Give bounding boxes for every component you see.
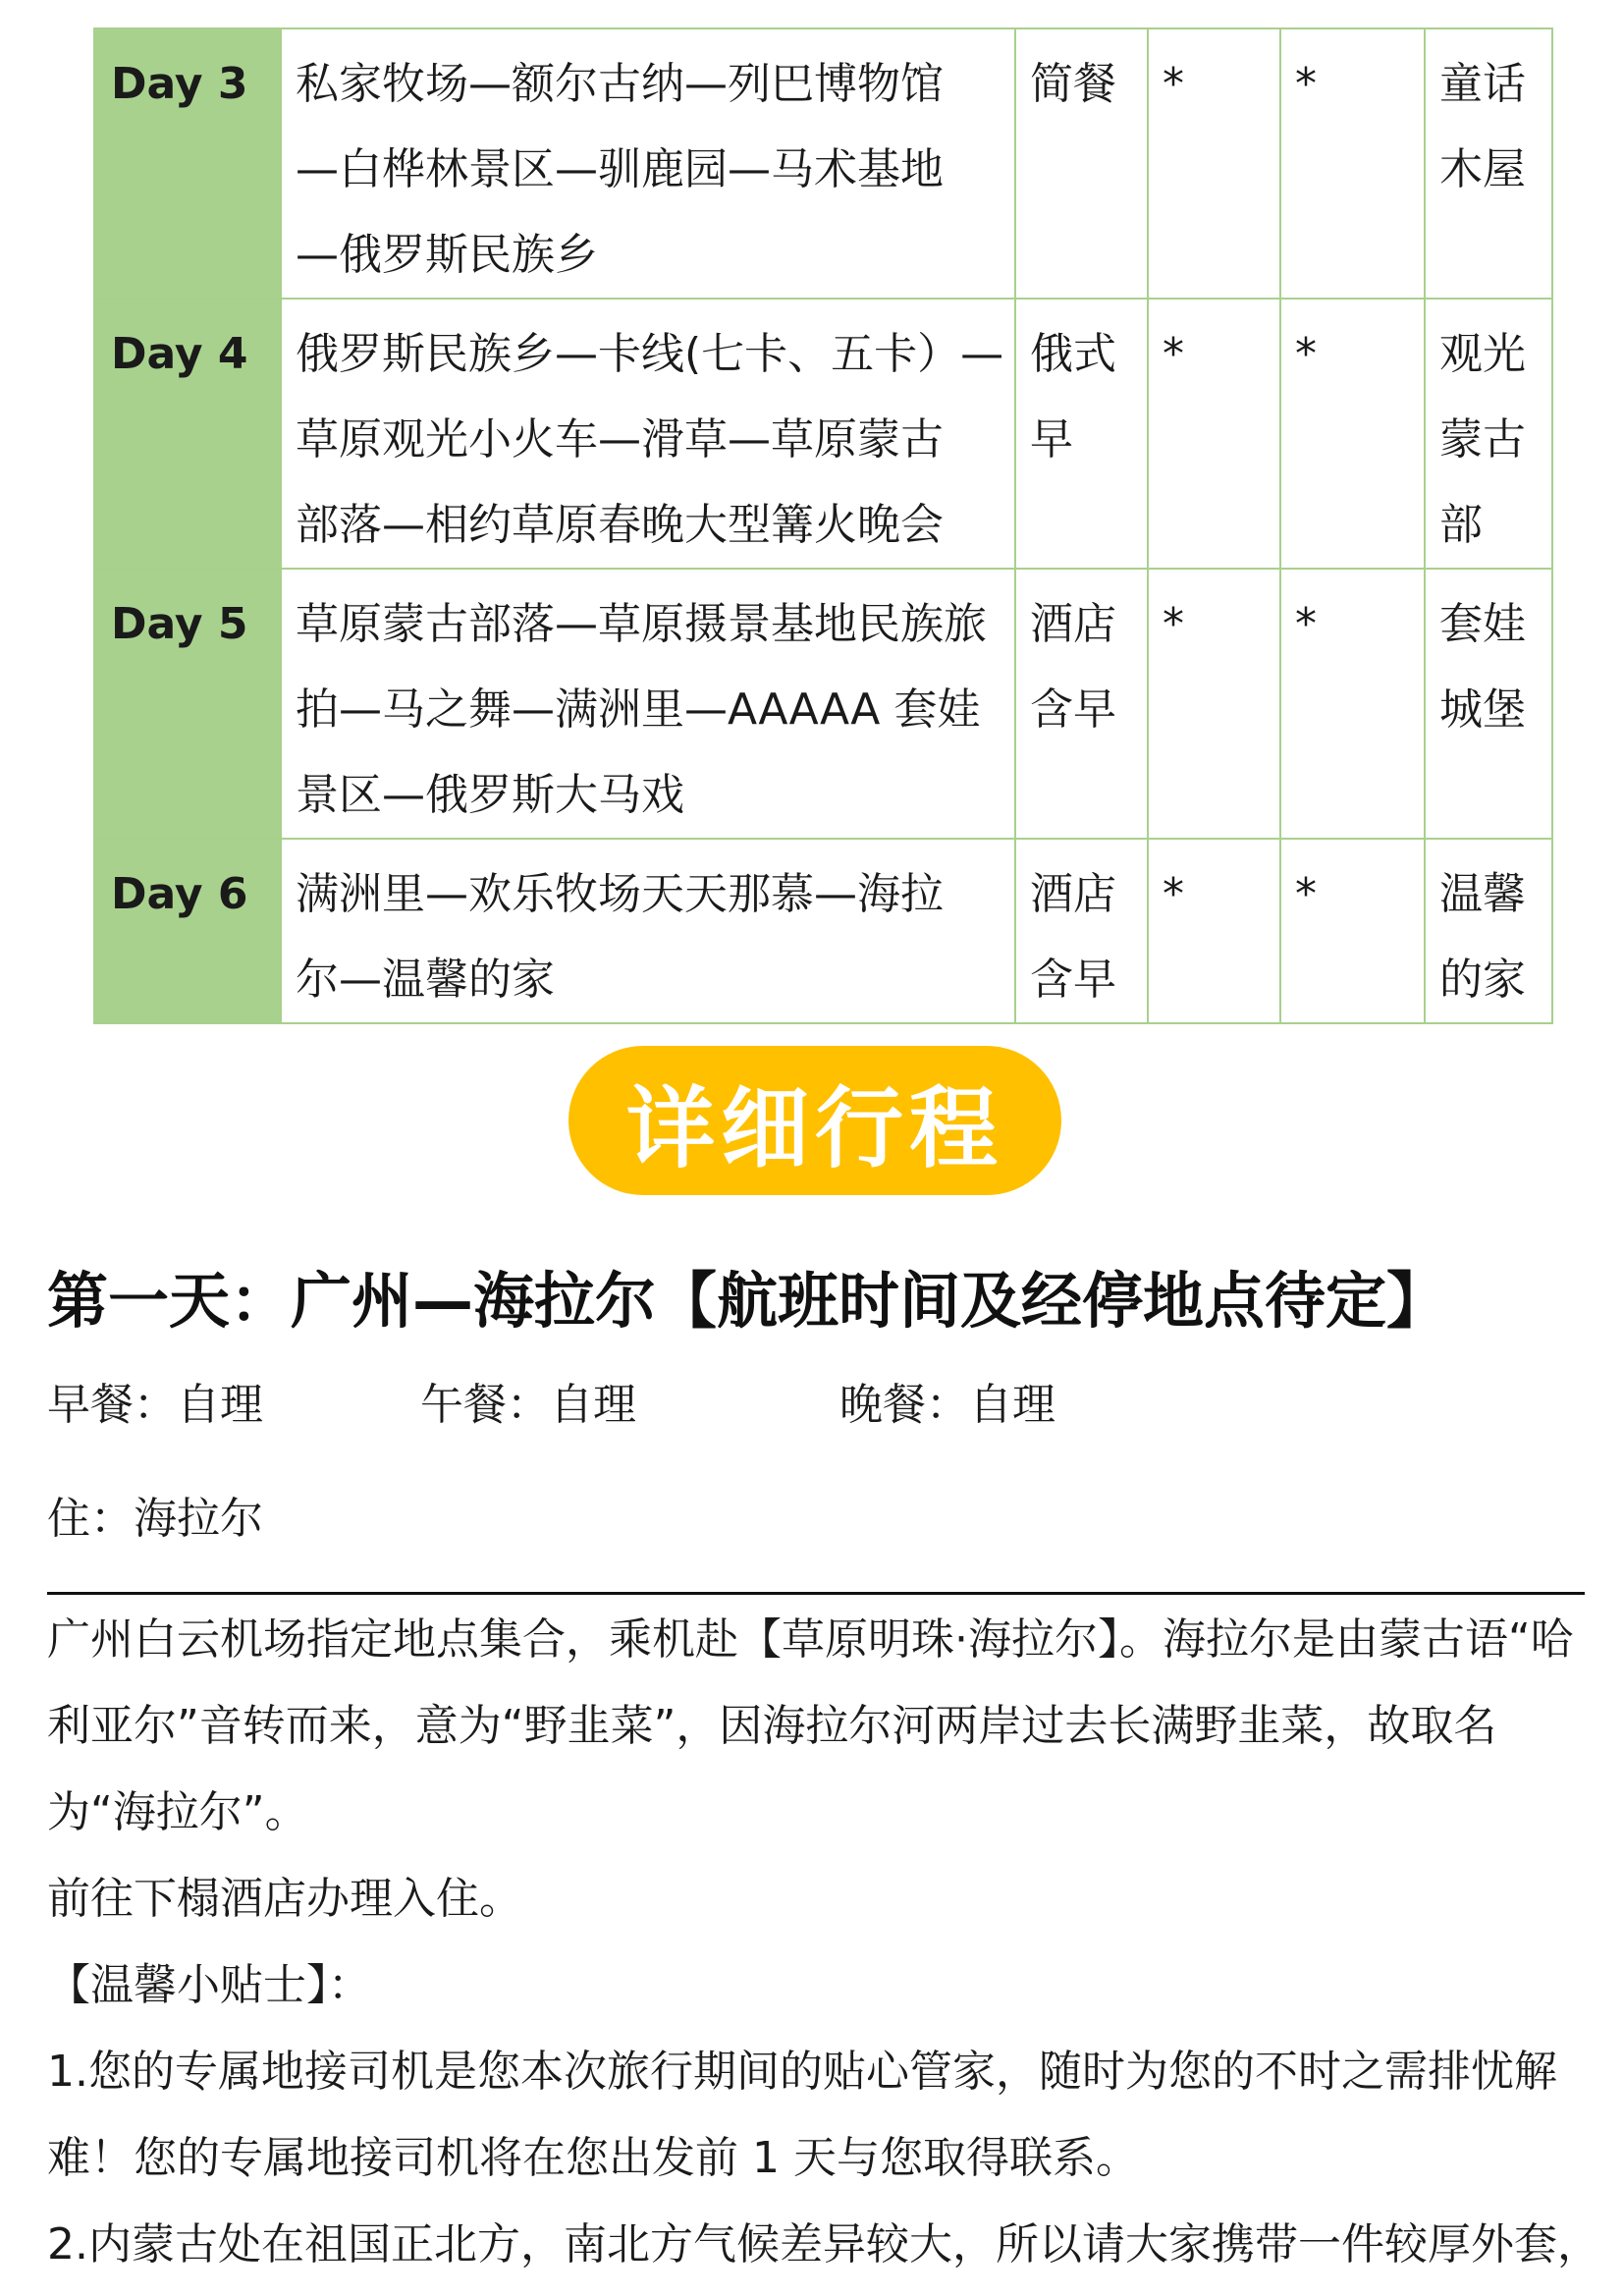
breakfast-cell-line: 酒店 xyxy=(1030,869,1116,919)
itinerary-row xyxy=(94,28,1552,299)
breakfast-cell-line: 含早 xyxy=(1030,684,1116,735)
lodging-cell-line: 温馨 xyxy=(1439,869,1526,919)
lunch-cell: * xyxy=(1148,299,1280,569)
route-cell-line: —白桦林景区—驯鹿园—马术基地 xyxy=(296,144,944,194)
day-label: Day 6 xyxy=(94,839,281,1023)
route-cell-line: 草原观光小火车—滑草—草原蒙古 xyxy=(296,414,944,465)
lodging-cell xyxy=(1425,569,1552,839)
lodging-cell-line: 的家 xyxy=(1439,955,1526,1005)
lodging-cell-line: 城堡 xyxy=(1439,684,1526,735)
paragraph-line: 为“海拉尔”。 xyxy=(47,1787,308,1837)
lunch-cell: * xyxy=(1148,569,1280,839)
route-cell-line: 草原蒙古部落—草原摄景基地民族旅 xyxy=(296,599,987,649)
itinerary-row xyxy=(94,569,1552,839)
day-label: Day 3 xyxy=(94,28,281,299)
breakfast-cell-line: 简餐 xyxy=(1030,59,1116,109)
day1-title: 第一天：广州—海拉尔【航班时间及经停地点待定】 xyxy=(47,1265,1448,1337)
itinerary-row xyxy=(94,299,1552,569)
route-cell xyxy=(281,28,1015,299)
breakfast-cell xyxy=(1015,839,1148,1023)
paragraph-line: 1.您的专属地接司机是您本次旅行期间的贴心管家，随时为您的不时之需排忧解 xyxy=(47,2047,1557,2097)
breakfast-cell xyxy=(1015,569,1148,839)
divider xyxy=(47,1592,1585,1595)
lunch-cell: * xyxy=(1148,839,1280,1023)
dinner-cell: * xyxy=(1280,28,1425,299)
route-cell-line: 满洲里—欢乐牧场天天那慕—海拉 xyxy=(296,869,944,919)
breakfast-cell xyxy=(1015,28,1148,299)
lunch-cell: * xyxy=(1148,28,1280,299)
paragraph-line: 2.内蒙古处在祖国正北方，南北方气候差异较大，所以请大家携带一件较厚外套， xyxy=(47,2219,1600,2269)
route-cell-line: 景区—俄罗斯大马戏 xyxy=(296,770,684,820)
breakfast-cell-line: 俄式 xyxy=(1030,329,1116,379)
day1-lunch: 午餐：自理 xyxy=(420,1380,636,1430)
lodging-cell xyxy=(1425,839,1552,1023)
route-cell-line: 私家牧场—额尔古纳—列巴博物馆 xyxy=(296,59,944,109)
lodging-cell xyxy=(1425,28,1552,299)
breakfast-cell-line: 早 xyxy=(1030,414,1073,465)
route-cell-line: 尔—温馨的家 xyxy=(296,955,555,1005)
paragraph-line: 前往下榻酒店办理入住。 xyxy=(47,1874,522,1924)
paragraph-line: 难！您的专属地接司机将在您出发前 1 天与您取得联系。 xyxy=(47,2133,1139,2183)
section-badge: 详细行程 xyxy=(568,1046,1061,1195)
lodging-cell-line: 部 xyxy=(1439,500,1483,550)
day1-dinner: 晚餐：自理 xyxy=(839,1380,1055,1430)
lodging-cell-line: 套娃 xyxy=(1439,599,1526,649)
day1-breakfast: 早餐：自理 xyxy=(47,1380,263,1430)
itinerary-row xyxy=(94,839,1552,1023)
route-cell xyxy=(281,299,1015,569)
route-cell-line: 俄罗斯民族乡—卡线(七卡、五卡）— xyxy=(296,329,1004,379)
day-label: Day 5 xyxy=(94,569,281,839)
route-cell-line: 部落—相约草原春晚大型篝火晚会 xyxy=(296,500,944,550)
route-cell xyxy=(281,569,1015,839)
route-cell-line: 拍—马之舞—满洲里—AAAAA 套娃 xyxy=(296,684,981,735)
dinner-cell: * xyxy=(1280,299,1425,569)
lodging-cell-line: 蒙古 xyxy=(1439,414,1526,465)
day1-stay: 住：海拉尔 xyxy=(47,1494,263,1544)
breakfast-cell-line: 酒店 xyxy=(1030,599,1116,649)
paragraph-line: 利亚尔”音转而来，意为“野韭菜”，因海拉尔河两岸过去长满野韭菜，故取名 xyxy=(47,1701,1497,1751)
breakfast-cell xyxy=(1015,299,1148,569)
breakfast-cell-line: 含早 xyxy=(1030,955,1116,1005)
day-label: Day 4 xyxy=(94,299,281,569)
route-cell-line: —俄罗斯民族乡 xyxy=(296,230,598,280)
lodging-cell-line: 木屋 xyxy=(1439,144,1526,194)
route-cell xyxy=(281,839,1015,1023)
dinner-cell: * xyxy=(1280,839,1425,1023)
lodging-cell-line: 观光 xyxy=(1439,329,1526,379)
paragraph-line: 广州白云机场指定地点集合，乘机赴【草原明珠·海拉尔】。海拉尔是由蒙古语“哈 xyxy=(47,1614,1574,1665)
dinner-cell: * xyxy=(1280,569,1425,839)
lodging-cell-line: 童话 xyxy=(1439,59,1526,109)
lodging-cell xyxy=(1425,299,1552,569)
itinerary-table xyxy=(93,27,1553,1024)
paragraph-line: 【温馨小贴士】： xyxy=(47,1960,371,2010)
